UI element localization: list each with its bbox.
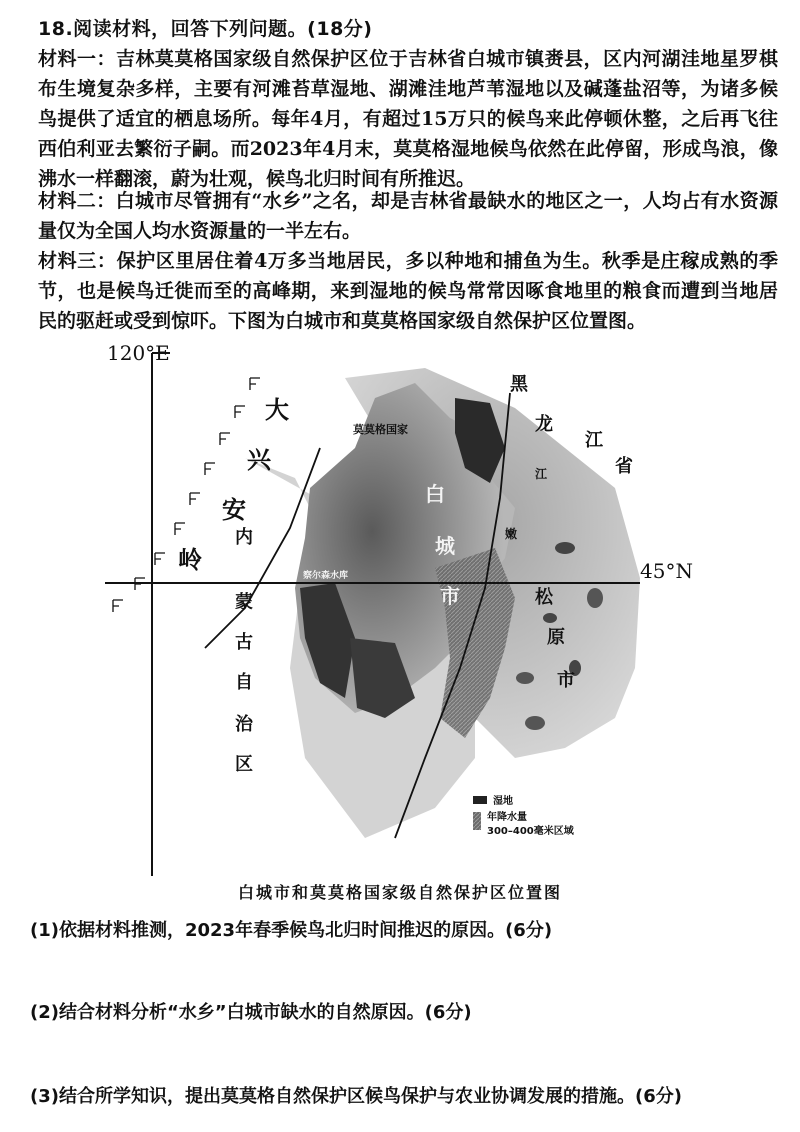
label-zhi: 治 — [235, 714, 253, 735]
question-title: 18.阅读材料，回答下列问题。(18分) — [38, 18, 373, 40]
latitude-label: 45°N — [640, 559, 693, 583]
material-1 — [38, 44, 778, 194]
label-reservoir: 察尔森水库 — [303, 571, 349, 581]
label-jiang: 江 — [585, 430, 603, 451]
location-map-svg — [95, 338, 705, 878]
legend-wetland-label: 湿地 — [493, 796, 513, 807]
label-shi2: 市 — [557, 670, 575, 691]
legend-wetland-swatch — [473, 796, 487, 804]
material-2-lead: 材料二： — [38, 190, 116, 212]
label-da: 大 — [265, 395, 289, 424]
lake — [525, 716, 545, 730]
label-xing: 兴 — [247, 445, 271, 474]
lake — [516, 672, 534, 684]
legend-rain-line2: 300–400毫米区域 — [487, 826, 574, 837]
label-zi: 自 — [235, 672, 253, 693]
label-shi: 市 — [440, 584, 460, 608]
sub-question-2: (2)结合材料分析“水乡”白城市缺水的自然原因。(6分) — [30, 1002, 472, 1023]
label-bai: 白 — [425, 482, 445, 506]
material-1-lead: 材料一： — [38, 48, 116, 70]
label-nen: 嫩 — [505, 527, 518, 541]
label-sheng: 省 — [615, 456, 633, 477]
material-1-text: 吉林莫莫格国家级自然保护区位于吉林省白城市镇赉县，区内河湖洼地星罗棋布生境复杂多样，主要有河滩苔草湿地、湖滩洼地芦苇湿地以及碱蓬盐沼等，为诸多候鸟提供了适宜的栖息场所。每年4月，有超过15万只的候鸟来此停顿休整，之后再飞往西伯利亚去繁衍子嗣。而2023年4月末，莫莫格湿地候鸟依然在此停留，形成鸟浪，像沸水一样翻滚，蔚为壮观，候鸟北归时间有所推迟。 — [38, 48, 778, 190]
material-3-lead: 材料三： — [38, 250, 117, 272]
material-2 — [38, 186, 778, 246]
label-nei: 内 — [235, 527, 253, 548]
label-qu: 区 — [235, 754, 253, 775]
label-hei: 黑 — [510, 374, 528, 395]
material-2-text: 白城市尽管拥有“水乡”之名，却是吉林省最缺水的地区之一，人均占有水资源量仅为全国人均水资源量的一半左右。 — [38, 190, 778, 242]
map-caption: 白城市和莫莫格国家级自然保护区位置图 — [237, 883, 562, 902]
sub-question-3: (3)结合所学知识，提出莫莫格自然保护区候鸟保护与农业协调发展的措施。(6分) — [30, 1086, 682, 1107]
label-meng: 蒙 — [235, 592, 253, 613]
legend-rain-swatch — [473, 812, 481, 830]
lake — [555, 542, 575, 554]
label-momoge: 莫莫格国家 — [353, 423, 408, 436]
legend-rain-line1: 年降水量 — [487, 812, 527, 823]
label-jiang-river: 江 — [535, 467, 548, 481]
label-an: 安 — [222, 495, 246, 524]
label-ling: 岭 — [178, 545, 202, 574]
label-long: 龙 — [535, 414, 553, 435]
material-3-text: 保护区里居住着4万多当地居民，多以种地和捕鱼为生。秋季是庄稼成熟的季节，也是候鸟迁徙而至的高峰期，来到湿地的候鸟常常因啄食地里的粮食而遭到当地居民的驱赶或受到惊吓。下图为白城市和莫莫格国家级自然保护区位置图。 — [38, 250, 778, 332]
lake — [543, 613, 557, 623]
label-cheng: 城 — [435, 534, 455, 558]
label-gu: 古 — [235, 632, 253, 653]
longitude-label: 120°E — [107, 341, 170, 365]
label-song: 松 — [535, 587, 553, 608]
material-3 — [38, 246, 778, 336]
label-yuan: 原 — [547, 627, 565, 648]
location-map — [95, 338, 705, 878]
sub-question-1: (1)依据材料推测，2023年春季候鸟北归时间推迟的原因。(6分) — [30, 920, 553, 941]
lake — [587, 588, 603, 608]
